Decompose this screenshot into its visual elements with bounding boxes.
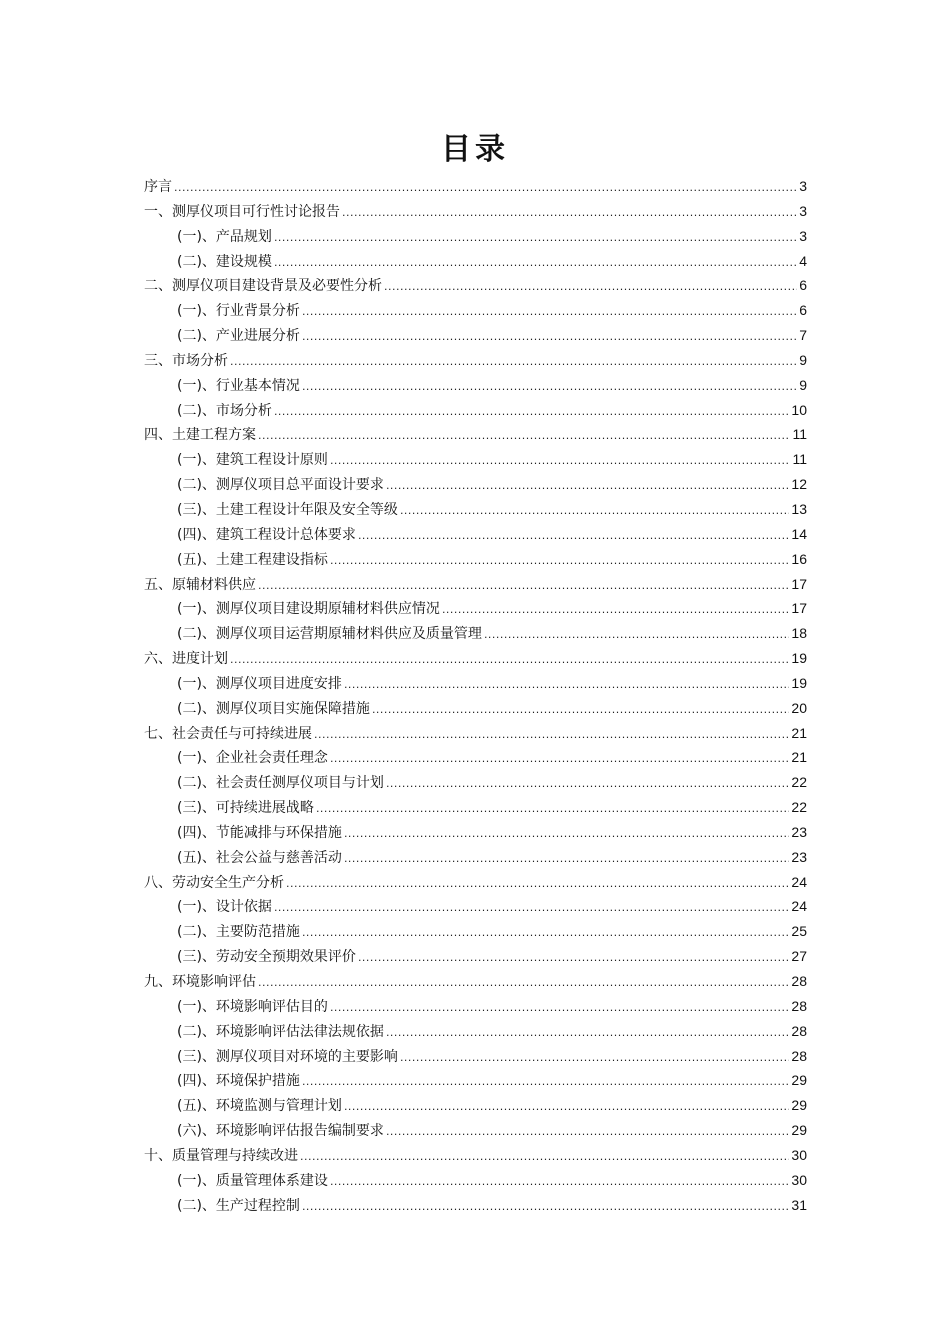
toc-entry-text: 九、环境影响评估 [144, 974, 256, 990]
toc-dot-leader [358, 524, 789, 548]
toc-page-number: 29 [791, 1097, 807, 1114]
toc-page-number: 17 [791, 600, 807, 617]
toc-entry-text: 八、劳动安全生产分析 [144, 874, 284, 891]
toc-page-number: 24 [791, 898, 807, 915]
toc-entry[interactable] [144, 969, 807, 994]
toc-entry-text: (六)、环境影响评估报告编制要求 [177, 1123, 384, 1140]
toc-entry[interactable] [144, 572, 807, 597]
toc-page-number: 31 [791, 1196, 807, 1213]
toc-entry[interactable] [144, 373, 807, 398]
toc-dot-leader [400, 499, 789, 523]
toc-entry-text: (一)、行业背景分析 [177, 303, 300, 320]
toc-dot-leader [342, 201, 797, 225]
toc-entry-text: (二)、测厚仪项目总平面设计要求 [177, 477, 384, 494]
toc-entry[interactable] [144, 820, 807, 845]
toc-page-number: 3 [799, 178, 807, 194]
toc-entry[interactable] [144, 919, 807, 944]
toc-dot-leader [386, 1021, 789, 1045]
toc-entry-text: (一)、企业社会责任理念 [177, 750, 328, 767]
toc-entry[interactable] [144, 249, 807, 274]
toc-page-number: 29 [791, 1072, 807, 1089]
toc-entry-text: (二)、市场分析 [177, 402, 272, 419]
toc-page-number: 24 [791, 873, 807, 890]
toc-page-number: 18 [791, 625, 807, 642]
toc-entry[interactable] [144, 770, 807, 795]
toc-page-number: 6 [799, 302, 807, 319]
toc-page-number: 4 [799, 252, 807, 269]
toc-page-number: 11 [792, 426, 807, 443]
toc-entry-text: 三、市场分析 [144, 352, 228, 369]
toc-entry-text: (二)、主要防范措施 [177, 924, 300, 941]
toc-dot-leader [358, 946, 789, 970]
toc-entry[interactable] [144, 547, 807, 572]
toc-entry-text: 五、原辅材料供应 [144, 576, 256, 593]
toc-page-number: 17 [791, 575, 807, 592]
toc-dot-leader [274, 251, 797, 275]
toc-entry[interactable] [144, 1118, 807, 1143]
toc-entry[interactable] [144, 845, 807, 870]
toc-entry[interactable] [144, 944, 807, 969]
toc-entry[interactable] [144, 745, 807, 770]
toc-entry[interactable] [144, 894, 807, 919]
toc-entry[interactable] [144, 1019, 807, 1044]
toc-page-number: 25 [791, 923, 807, 940]
toc-entry[interactable] [144, 422, 807, 447]
toc-entry[interactable] [144, 721, 807, 746]
toc-page-number: 23 [791, 848, 807, 865]
toc-page-number: 30 [791, 1171, 807, 1188]
toc-entry[interactable] [144, 174, 807, 199]
toc-entry-text: (二)、产业进展分析 [177, 328, 300, 345]
toc-entry[interactable] [144, 1093, 807, 1118]
toc-entry[interactable] [144, 1044, 807, 1069]
toc-entry[interactable] [144, 348, 807, 373]
toc-entry-text: (一)、质量管理体系建设 [177, 1172, 328, 1189]
toc-page-number: 12 [791, 476, 807, 493]
toc-page-number: 28 [791, 1022, 807, 1039]
toc-entry[interactable] [144, 994, 807, 1019]
toc-dot-leader [302, 1070, 789, 1094]
toc-page-number: 13 [791, 500, 807, 517]
toc-dot-leader [258, 574, 789, 598]
toc-page-number: 23 [791, 823, 807, 840]
toc-entry-text: (一)、产品规划 [177, 228, 272, 245]
toc-entry-text: 一、测厚仪项目可行性讨论报告 [144, 203, 340, 220]
toc-entry-text: (一)、测厚仪项目建设期原辅材料供应情况 [177, 601, 440, 618]
toc-entry[interactable] [144, 1168, 807, 1193]
toc-entry[interactable] [144, 497, 807, 522]
toc-entry-text: (三)、土建工程设计年限及安全等级 [177, 501, 398, 518]
toc-dot-leader [400, 1046, 789, 1070]
toc-entry-text: (二)、建设规模 [177, 253, 272, 270]
toc-entry[interactable] [144, 323, 807, 348]
toc-entry-text: (二)、测厚仪项目实施保障措施 [177, 700, 370, 717]
toc-dot-leader [372, 698, 789, 722]
toc-page-number: 16 [791, 550, 807, 567]
toc-entry[interactable] [144, 472, 807, 497]
toc-page-number: 3 [799, 227, 807, 244]
toc-entry-text: (一)、环境影响评估目的 [177, 998, 328, 1015]
toc-page-number: 10 [791, 401, 807, 418]
toc-entry-text: (二)、生产过程控制 [177, 1197, 300, 1214]
toc-entry-text: 序言 [144, 179, 172, 195]
toc-page-number: 11 [792, 451, 807, 468]
toc-entry-text: 七、社会责任与可持续进展 [144, 725, 312, 742]
toc-entry[interactable] [144, 447, 807, 472]
toc-dot-leader [274, 896, 789, 920]
toc-entry-text: (五)、社会公益与慈善活动 [177, 849, 342, 866]
toc-entry[interactable] [144, 1143, 807, 1168]
toc-dot-leader [314, 723, 789, 747]
toc-page-number: 27 [791, 948, 807, 965]
toc-entry[interactable] [144, 671, 807, 696]
toc-entry[interactable] [144, 795, 807, 820]
toc-entry[interactable] [144, 199, 807, 224]
toc-dot-leader [230, 350, 797, 374]
toc-page-number: 28 [791, 1047, 807, 1064]
toc-entry-text: (二)、测厚仪项目运营期原辅材料供应及质量管理 [177, 626, 482, 643]
toc-dot-leader [302, 300, 797, 324]
toc-entry[interactable] [144, 621, 807, 646]
toc-dot-leader [286, 872, 789, 896]
toc-dot-leader [484, 623, 789, 647]
toc-entry-text: (一)、行业基本情况 [177, 377, 300, 394]
toc-dot-leader [174, 176, 797, 200]
toc-page-number: 19 [791, 650, 807, 667]
toc-page-number: 7 [799, 327, 807, 344]
toc-entry-text: 二、测厚仪项目建设背景及必要性分析 [144, 278, 382, 295]
toc-dot-leader [344, 673, 789, 697]
toc-dot-leader [300, 1145, 789, 1169]
toc-page-number: 28 [791, 997, 807, 1014]
toc-dot-leader [386, 474, 789, 498]
toc-page-number: 21 [791, 724, 807, 741]
toc-entry-text: (三)、劳动安全预期效果评价 [177, 949, 356, 966]
toc-entry[interactable] [144, 298, 807, 323]
toc-entry-text: (二)、社会责任测厚仪项目与计划 [177, 775, 384, 792]
toc-dot-leader [330, 996, 789, 1020]
toc-dot-leader [302, 921, 789, 945]
toc-page-number: 28 [791, 973, 807, 989]
toc-entry-text: (三)、可持续进展战略 [177, 800, 314, 817]
toc-entry-text: (二)、环境影响评估法律法规依据 [177, 1023, 384, 1040]
toc-title: 目录 [441, 132, 509, 167]
toc-entry[interactable] [144, 1068, 807, 1093]
toc-entry-text: (一)、设计依据 [177, 899, 272, 916]
toc-page-number: 30 [791, 1146, 807, 1163]
toc-dot-leader [384, 275, 797, 299]
toc-entry[interactable] [144, 596, 807, 621]
toc-dot-leader [344, 1095, 789, 1119]
toc-dot-leader [386, 772, 789, 796]
toc-dot-leader [302, 1195, 789, 1219]
toc-entry[interactable] [144, 870, 807, 895]
toc-page-number: 9 [799, 351, 807, 368]
toc-entry[interactable] [144, 273, 807, 298]
toc-dot-leader [344, 822, 789, 846]
toc-dot-leader [330, 549, 789, 573]
toc-entry-text: (四)、节能减排与环保措施 [177, 824, 342, 841]
toc-dot-leader [330, 449, 791, 473]
toc-dot-leader [330, 747, 789, 771]
toc-page-number: 6 [799, 277, 807, 294]
toc-list [144, 174, 807, 1217]
toc-page-number: 22 [791, 774, 807, 791]
toc-dot-leader [330, 1170, 789, 1194]
toc-entry-text: (四)、建筑工程设计总体要求 [177, 526, 356, 543]
toc-page-number: 3 [799, 202, 807, 219]
toc-entry-text: 十、质量管理与持续改进 [144, 1147, 298, 1164]
toc-entry-text: (一)、建筑工程设计原则 [177, 452, 328, 469]
toc-page-number: 29 [791, 1122, 807, 1139]
toc-entry[interactable] [144, 646, 807, 671]
toc-entry[interactable] [144, 224, 807, 249]
toc-entry-text: (五)、土建工程建设指标 [177, 551, 328, 568]
toc-entry-text: (四)、环境保护措施 [177, 1073, 300, 1090]
toc-page-number: 9 [799, 376, 807, 393]
toc-page-number: 22 [791, 799, 807, 816]
toc-dot-leader [302, 375, 797, 399]
toc-page-number: 20 [791, 699, 807, 716]
toc-dot-leader [344, 847, 789, 871]
toc-entry[interactable] [144, 398, 807, 423]
toc-page-number: 21 [791, 749, 807, 766]
toc-dot-leader [302, 325, 797, 349]
toc-dot-leader [386, 1120, 789, 1144]
toc-dot-leader [274, 226, 797, 250]
toc-entry-text: 六、进度计划 [144, 651, 228, 668]
toc-dot-leader [258, 424, 790, 448]
toc-dot-leader [442, 598, 789, 622]
toc-entry-text: (五)、环境监测与管理计划 [177, 1098, 342, 1115]
toc-entry[interactable] [144, 1193, 807, 1218]
toc-entry-text: (一)、测厚仪项目进度安排 [177, 675, 342, 692]
toc-dot-leader [274, 400, 789, 424]
toc-entry-text: 四、土建工程方案 [144, 427, 256, 444]
toc-dot-leader [258, 971, 789, 995]
toc-page-number: 14 [791, 525, 807, 542]
toc-entry[interactable] [144, 522, 807, 547]
toc-entry-text: (三)、测厚仪项目对环境的主要影响 [177, 1048, 398, 1065]
toc-page-number: 19 [791, 674, 807, 691]
toc-entry[interactable] [144, 696, 807, 721]
toc-dot-leader [316, 797, 789, 821]
toc-dot-leader [230, 648, 789, 672]
